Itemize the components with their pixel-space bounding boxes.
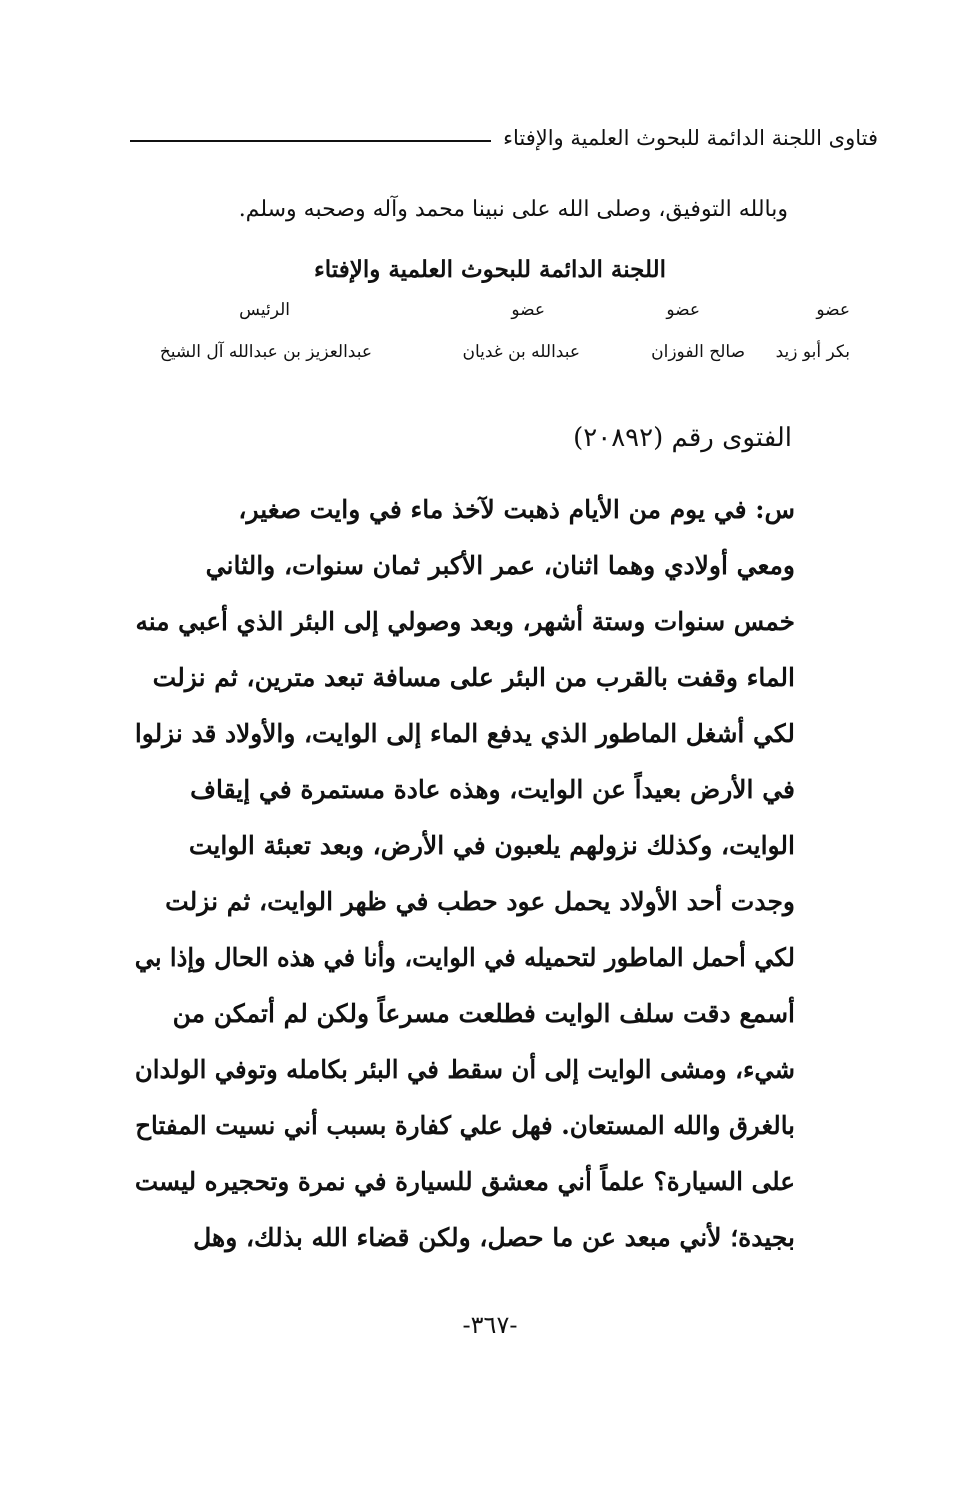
header-rule [130, 140, 491, 142]
signature-roles [130, 300, 850, 330]
question-line: أسمع دقت سلف الوايت فطلعت مسرعاً ولكن لم أتمكن من [172, 999, 795, 1028]
committee-title: اللجنة الدائمة للبحوث العلمية والإفتاء [313, 256, 667, 283]
fatwa-heading: الفتوى رقم (٢٠٨٩٢) [573, 423, 792, 453]
question-line: ومعي أولادي وهما اثنان، عمر الأكبر ثمان سنوات، والثاني [205, 551, 795, 580]
question-line: بجيدة؛ لأني مبعد عن ما حصل، ولكن قضاء الله بذلك، وهل [193, 1223, 795, 1252]
question-line: لكي أشغل الماطور الذي يدفع الماء إلى الوايت، والأولاد قد نزلوا [134, 719, 795, 748]
question-line: خمس سنوات وستة أشهر، وبعد وصولي إلى البئر الذي أعبي منه [135, 607, 796, 636]
question-line: بالغرق والله المستعان. فهل علي كفارة بسبب أني نسيت المفتاح [135, 1111, 796, 1140]
signature-name: عبدالله بن غديان [462, 342, 580, 362]
running-header [130, 118, 878, 158]
signature-name: عبدالعزيز بن عبدالله آل الشيخ [159, 342, 372, 362]
question-body [135, 482, 795, 1266]
signature-role: عضو [511, 300, 545, 320]
signature-name: صالح الفوزان [651, 342, 745, 362]
page-number: -٣٦٧- [462, 1311, 518, 1339]
signature-name: بكر أبو زيد [775, 342, 850, 362]
question-line: على السيارة؟ علماً أني معشق للسيارة في نمرة وتحجيره ليست [134, 1167, 795, 1196]
signature-names [130, 342, 850, 372]
signature-role: عضو [666, 300, 700, 320]
question-line: الوايت، وكذلك نزولهم يلعبون في الأرض، وبعد تعبئة الوايت [188, 831, 795, 860]
question-line: الماء وقفت بالقرب من البئر على مسافة تبعد مترين، ثم نزلت [152, 663, 795, 692]
question-line: س: في يوم من الأيام ذهبت لآخذ ماء في وايت صغير، [238, 495, 795, 524]
question-line: شيء، ومشى الوايت إلى أن سقط في البئر بكامله وتوفي الولدان [134, 1055, 795, 1084]
header-title: فتاوى اللجنة الدائمة للبحوث العلمية والإفتاء [503, 126, 878, 150]
question-line: وجدت أحد الأولاد يحمل عود حطب في ظهر الوايت، ثم نزلت [165, 887, 795, 916]
signature-role: الرئيس [239, 300, 290, 320]
question-line: لكي أحمل الماطور لتحميله في الوايت، وأنا في هذه الحال وإذا بي [134, 943, 795, 972]
question-line: في الأرض بعيداً عن الوايت، وهذه عادة مستمرة في إيقاف [190, 775, 795, 804]
closing-line: وبالله التوفيق، وصلى الله على نبينا محمد وآله وصحبه وسلم. [238, 197, 788, 222]
signature-role: عضو [816, 300, 850, 320]
